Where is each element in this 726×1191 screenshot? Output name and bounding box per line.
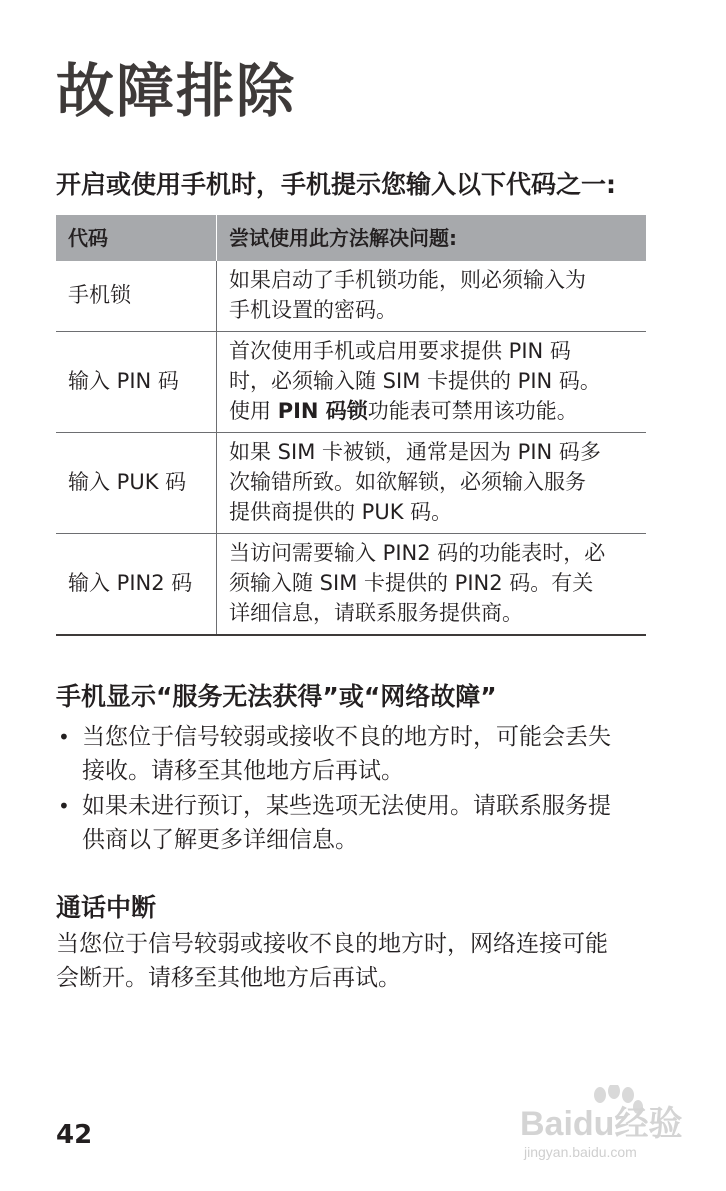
- solution-line: 首次使用手机或启用要求提供 PIN 码: [229, 339, 571, 363]
- code-cell: 手机锁: [56, 261, 217, 332]
- paragraph-line: 会断开。请移至其他地方后再试。: [56, 965, 401, 991]
- solution-cell: [217, 261, 647, 332]
- baidu-jingyan-watermark: [520, 1085, 700, 1165]
- page-title: 故障排除: [56, 57, 297, 125]
- watermark-brand: Baidu经验: [520, 1105, 683, 1143]
- page-number: 42: [56, 1120, 93, 1150]
- code-table: [56, 215, 646, 636]
- list-item-line: 当您位于信号较弱或接收不良的地方时，可能会丢失: [82, 724, 611, 750]
- list-item: [56, 720, 656, 788]
- menu-name-bold: PIN 码锁: [277, 399, 368, 423]
- solution-line: 次输错所致。如欲解锁，必须输入服务: [229, 470, 586, 494]
- solution-line: 当访问需要输入 PIN2 码的功能表时，必: [229, 541, 606, 565]
- list-item-line: 如果未进行预订，某些选项无法使用。请联系服务提: [82, 793, 611, 819]
- list-item: [56, 789, 656, 857]
- solution-cell: [217, 433, 647, 534]
- table-header-row: [56, 215, 646, 261]
- table-row: [56, 433, 646, 534]
- bullet-icon: •: [58, 794, 70, 818]
- bullet-list: [56, 720, 656, 858]
- solution-line: [229, 396, 634, 426]
- table-header-code: 代码: [56, 215, 217, 261]
- code-cell: 输入 PIN2 码: [56, 534, 217, 636]
- solution-line: 详细信息，请联系服务提供商。: [229, 601, 523, 625]
- table-row: [56, 534, 646, 636]
- solution-text: 使用: [229, 399, 278, 423]
- table-header-solution: 尝试使用此方法解决问题:: [217, 215, 647, 261]
- section-heading-network: 手机显示“服务无法获得”或“网络故障”: [56, 682, 497, 711]
- solution-text: 功能表可禁用该功能。: [367, 399, 578, 423]
- solution-line: 须输入随 SIM 卡提供的 PIN2 码。有关: [229, 571, 594, 595]
- paragraph-line: 当您位于信号较弱或接收不良的地方时，网络连接可能: [56, 931, 608, 957]
- list-item-line: 供商以了解更多详细信息。: [82, 827, 358, 853]
- call-drop-paragraph: [56, 927, 656, 995]
- table-row: [56, 261, 646, 332]
- table-row: [56, 332, 646, 433]
- section-heading-codes: 开启或使用手机时，手机提示您输入以下代码之一:: [56, 170, 616, 199]
- solution-cell: [217, 534, 647, 636]
- solution-line: 如果启动了手机锁功能，则必须输入为: [229, 268, 586, 292]
- bullet-icon: •: [58, 725, 70, 749]
- code-cell: 输入 PUK 码: [56, 433, 217, 534]
- solution-line: 提供商提供的 PUK 码。: [229, 500, 453, 524]
- watermark-url: jingyan.baidu.com: [524, 1144, 637, 1160]
- list-item-line: 接收。请移至其他地方后再试。: [82, 758, 404, 784]
- code-cell: 输入 PIN 码: [56, 332, 217, 433]
- solution-line: 手机设置的密码。: [229, 298, 397, 322]
- solution-cell: [217, 332, 647, 433]
- solution-line: 如果 SIM 卡被锁，通常是因为 PIN 码多: [229, 440, 601, 464]
- section-heading-call-drop: 通话中断: [56, 893, 157, 922]
- solution-line: 时，必须输入随 SIM 卡提供的 PIN 码。: [229, 369, 601, 393]
